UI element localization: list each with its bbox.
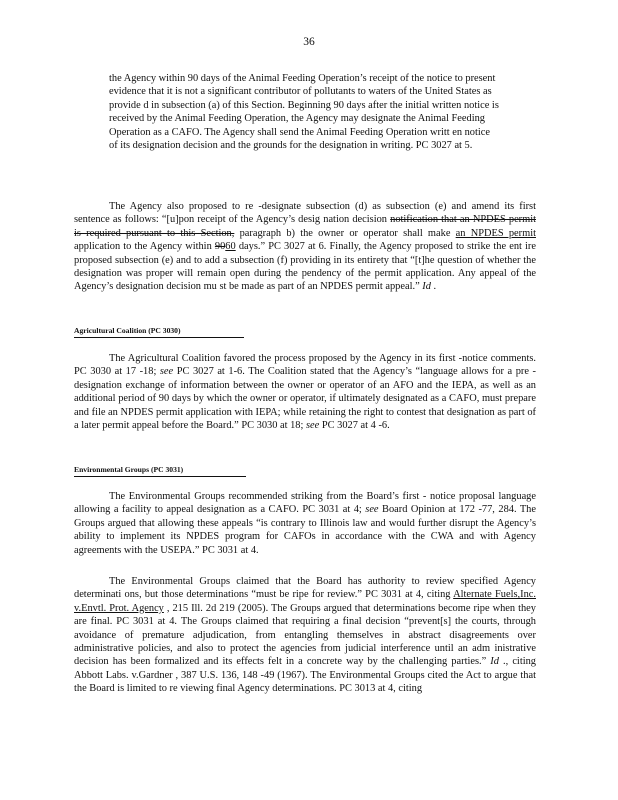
text-run: The Environmental Groups recommended striking from the Board’s first - notice proposal language allowing a facility to appeal designation as a CAFO. PC 3031 at 4; [74,491,536,516]
see-signal: see [365,504,379,516]
section-heading-environmental-groups: Environmental Groups (PC 3031) [74,465,184,474]
text-run: PC 3027 at 4 -6. [319,420,390,432]
text-run: , 215 Ill. 2d 219 (2005). The Groups argued that determinations become ripe when they are final. PC 3031 at 4. The Groups claimed that requiring a final decision “prevent[s] the courts, through avoidance of premature adjudication, from entangling themselves in abstract disagreements over administrative policies, and also to protect the agencies from judicial interference until an adm inistrative decision has been formalized and its effects felt in a concrete way by the challenging parties.” [74,602,536,668]
text-run: application to the Agency within [74,241,215,253]
text-run: The Environmental Groups claimed that the Board has authority to review specified Agency determinati ons, but those determinations “must be ripe for review.” PC 3031 at 4, citing [74,576,536,601]
page-number: 36 [303,36,315,48]
struck-text: 90 [214,241,226,253]
block-quote: the Agency within 90 days of the Animal Feeding Operation’s receipt of the notice to present evidence that it is not a significant contributor of pollutants to waters of the United States as provide d in subsection (a) of this Section. Beginning 90 days after the initial written notice is received by the Animal Feeding Operation, the Agency may designate the Animal Feeding Operation as a CAFO. The Agency shall send the Animal Feeding Operation writt en notice of its designation decision and the grounds for the designation in writing. PC 3027 at 5. [109,73,499,152]
section-heading-agricultural-coalition: Agricultural Coalition (PC 3030) [74,326,181,335]
paragraph-environmental-groups-recommendation [74,490,536,557]
text-run: days.” PC 3027 at 6. Finally, the Agency proposed to strike the ent ire proposed subsection (e) and to add a subsection (f) providing in its entirety that “[t]he question of whether the designation was proper will remain open during the pendency of the permit application. Any appeal of the Agency’s designation decision mu st be made as part of an NPDES permit appeal.” [74,241,536,293]
struck-text: notification that an NPDES permit is required pursuant to this Section, [74,214,536,239]
see-signal: see [159,366,174,378]
heading-underline [74,337,244,338]
text-run: . [430,281,437,293]
text-run: The Agricultural Coalition favored the process proposed by the Agency in its first -notice comments. PC 3030 at 17 -18; [74,353,536,378]
id-citation: Id [490,656,499,668]
paragraph-environmental-groups-ripeness [74,575,536,696]
text-run: Board Opinion at 172 -77, 284. The Groups argued that allowing these appeals “is contrary to Illinois law and would further disrupt the Agency’s ability to implement its NPDES program for CAFOs in accordance with the CWA and with Agency agreements with the USEPA.” PC 3031 at 4. [74,504,536,556]
heading-underline [74,476,246,477]
text-run: ., citing Abbott Labs. v.Gardner , 387 U.S. 136, 148 -49 (1967). The Environmental Groups cited the Act to argue that the Board is limited to re viewing final Agency determinations. PC 3013 at 4, citing [74,656,536,695]
id-citation: Id [422,281,431,293]
paragraph-agency-proposal [74,200,536,294]
text-run: PC 3027 at 1-6. The Coalition stated that the Agency’s “language allows for a pre -designation exchange of information between the owner or operator of an AFO and the IEPA, as well as an additional period of 90 days by which the owner or operator, if ultimately designated as a CAFO, must prepare and file an NPDES permit application with IEPA; while retaining the right to contest that designation as part of a later permit appeal before the Board.” PC 3030 at 18; [74,366,536,432]
underlined-text: an NPDES permit [455,227,536,239]
case-citation: Alternate Fuels,Inc. v.Envtl. Prot. Agency [74,589,536,614]
underlined-text: 60 [225,241,236,253]
see-signal: see [305,420,320,432]
text-run: The Agency also proposed to re -designate subsection (d) as subsection (e) and amend its first sentence as follows: “[u]pon receipt of the Agency’s desig nation decision [74,201,536,226]
text-run: paragraph b) the owner or operator shall make [234,227,456,239]
paragraph-agricultural-coalition [74,352,536,432]
